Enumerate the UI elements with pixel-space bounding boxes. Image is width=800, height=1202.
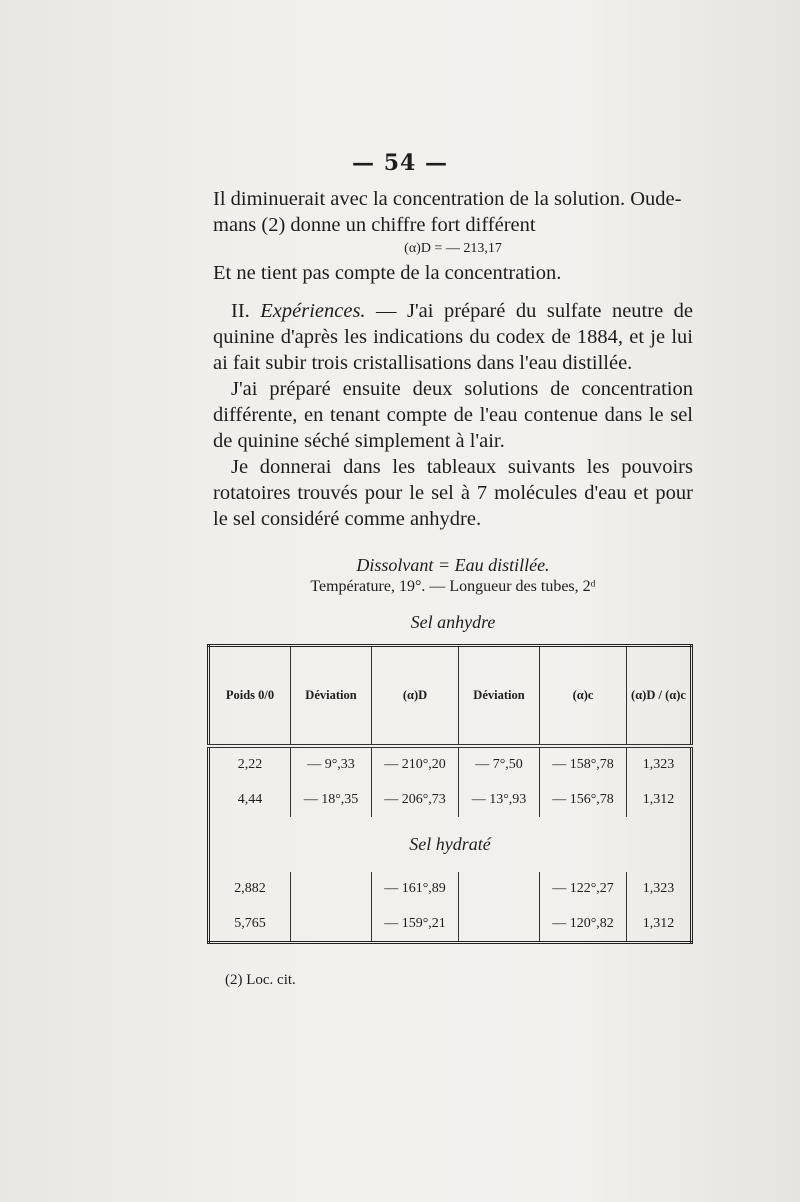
header-deviation-1: Déviation [291,646,372,746]
cell: 2,22 [209,746,291,783]
cell [291,906,372,942]
paragraph-2: Et ne tient pas compte de la concentration. [213,262,562,284]
cell: — 18°,35 [291,783,372,818]
cell: — 9°,33 [291,746,372,783]
header-deviation-2: Déviation [459,646,540,746]
cell: 1,312 [627,783,692,818]
cell: — 161°,89 [372,872,459,907]
footnote: (2) Loc. cit. [225,972,296,988]
table-row [209,872,692,907]
body-text [213,186,693,532]
table-row [209,906,692,942]
section-label: II. [231,300,250,322]
cell: — 156°,78 [540,783,627,818]
cell [291,872,372,907]
cell [459,872,540,907]
page-number: — 54 — [352,150,448,176]
cell: — 159°,21 [372,906,459,942]
cell: — 158°,78 [540,746,627,783]
header-alpha-c: (α)c [540,646,627,746]
table-row [209,746,692,783]
section-text: — J'ai préparé du sulfate neutre de quinine d'après les indications du codex de 1884, et je lui ai fait subir trois cristallisations dans l'eau distillée. [213,300,693,374]
paragraph-4: J'ai préparé ensuite deux solutions de concentration différente, en tenant compte de l'eau contenue dans le sel de quinine séché simplement à l'air. [213,378,693,452]
header-ratio: (α)D / (α)c [627,646,692,746]
header-weight: Poids 0/0 [209,646,291,746]
cell: — 210°,20 [372,746,459,783]
cell: 2,882 [209,872,291,907]
cell: — 122°,27 [540,872,627,907]
cell [459,906,540,942]
cell: — 13°,93 [459,783,540,818]
hydrate-subtitle: Sel hydraté [409,834,491,855]
paragraph-1-line-2: mans (2) donne un chiffre fort différent [213,214,536,236]
formula: (α)D = — 213,17 [404,241,502,256]
rotation-table [207,644,693,944]
cell: — 120°,82 [540,906,627,942]
paragraph-3 [213,298,693,376]
cell: 1,323 [627,746,692,783]
cell: 1,312 [627,906,692,942]
header-alpha-d: (α)D [372,646,459,746]
conditions-caption: Température, 19°. — Longueur des tubes, 2ᵈ [310,578,596,595]
cell: 4,44 [209,783,291,818]
table-title: Sel anhydre [410,612,496,632]
table-row [209,783,692,818]
solvent-caption: Dissolvant = Eau distillée. [356,555,550,575]
section-title: Expériences. [260,300,366,322]
cell: 5,765 [209,906,291,942]
cell: — 206°,73 [372,783,459,818]
paragraph-1-line-1: Il diminuerait avec la concentration de la solution. Oude- [213,188,682,210]
cell: — 7°,50 [459,746,540,783]
cell: 1,323 [627,872,692,907]
paragraph-5: Je donnerai dans les tableaux suivants les pouvoirs rotatoires trouvés pour le sel à 7 molécules d'eau et pour le sel considéré comme anhydre. [213,456,693,530]
